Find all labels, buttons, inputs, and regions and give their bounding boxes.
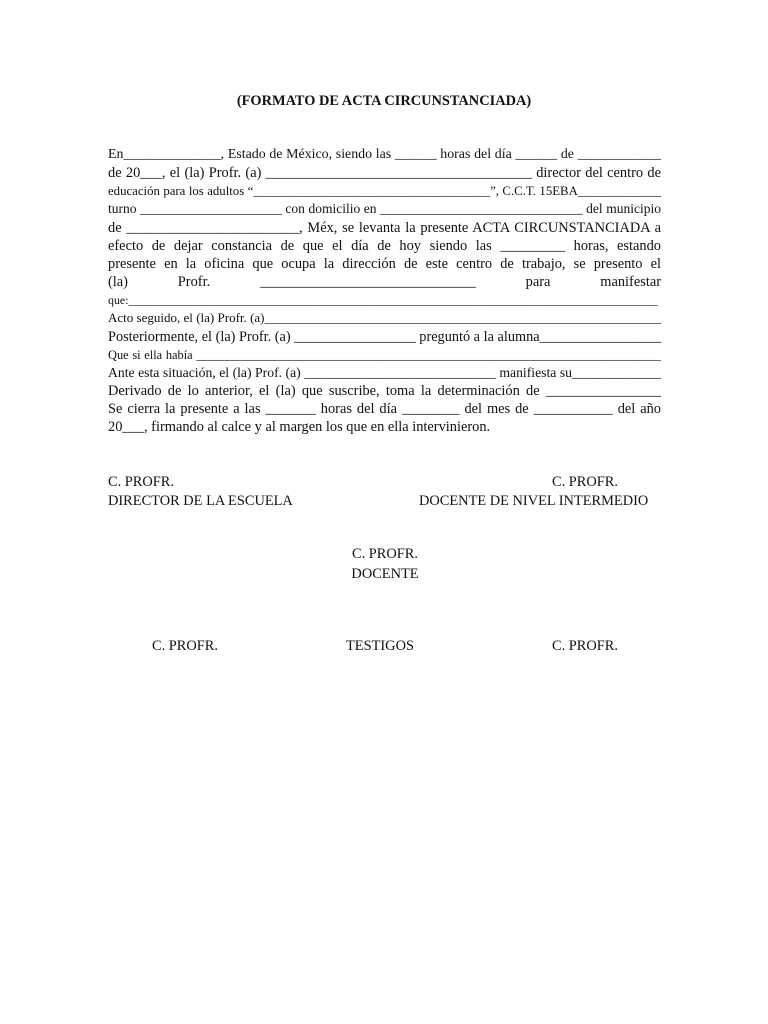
intermediate-teacher-signature-prefix: C. PROFR. [552,474,618,490]
witness-left-signature-prefix: C. PROFR. [152,638,218,654]
body-line: educación para los adultos “_____________________________________”, C.C.T. 15EBA_____________ [108,184,661,199]
body-line: turno _____________________ con domicilio en ______________________________ del municipio [108,201,661,217]
body-line: de ________________________, Méx, se levanta la presente ACTA CIRCUNSTANCIADA a [108,219,661,236]
body-line: 20___, firmando al calce y al margen los que en ella intervinieron. [108,419,491,436]
body-line: de 20___, el (la) Profr. (a) _____________________________________ director del centro de [108,165,661,182]
body-line: Se cierra la presente a las _______ horas del día ________ del mes de ___________ del año [108,401,661,418]
director-signature-prefix: C. PROFR. [108,474,174,490]
body-line: efecto de dejar constancia de que el día de hoy siendo las _________ horas, estando [108,237,661,254]
body-line: presente en la oficina que ocupa la dirección de este centro de trabajo, se presento el [108,255,661,272]
witness-right-signature-prefix: C. PROFR. [552,638,618,654]
body-line: Derivado de lo anterior, el (la) que suscribe, toma la determinación de ________________ [108,383,661,400]
body-line: Ante esta situación, el (la) Prof. (a) ____________________________ manifiesta su_____________ [108,364,661,380]
document-title: (FORMATO DE ACTA CIRCUNSTANCIADA) [236,93,532,109]
body-line: (la) Profr. ______________________________ para manifestar [108,274,661,291]
body-line: En______________, Estado de México, siendo las ______ horas del día ______ de ____________ [108,147,661,162]
witnesses-label: TESTIGOS [346,638,414,654]
document-body [108,146,661,437]
intermediate-teacher-signature-role: DOCENTE DE NIVEL INTERMEDIO [419,493,649,509]
body-line: Que si ella había ___________________________________________________________________________ [108,347,661,362]
body-line: Posteriormente, el (la) Profr. (a) _________________ preguntó a la alumna_________________ [108,328,662,345]
body-line: Acto seguido, el (la) Profr. (a)_____________________________________________________________ [108,310,661,326]
teacher-signature-prefix: C. PROFR. [352,546,418,562]
teacher-signature-role: DOCENTE [351,566,419,582]
director-signature-role: DIRECTOR DE LA ESCUELA [108,493,293,509]
body-line: que:_________________________________________________________________________________________ [108,293,658,308]
